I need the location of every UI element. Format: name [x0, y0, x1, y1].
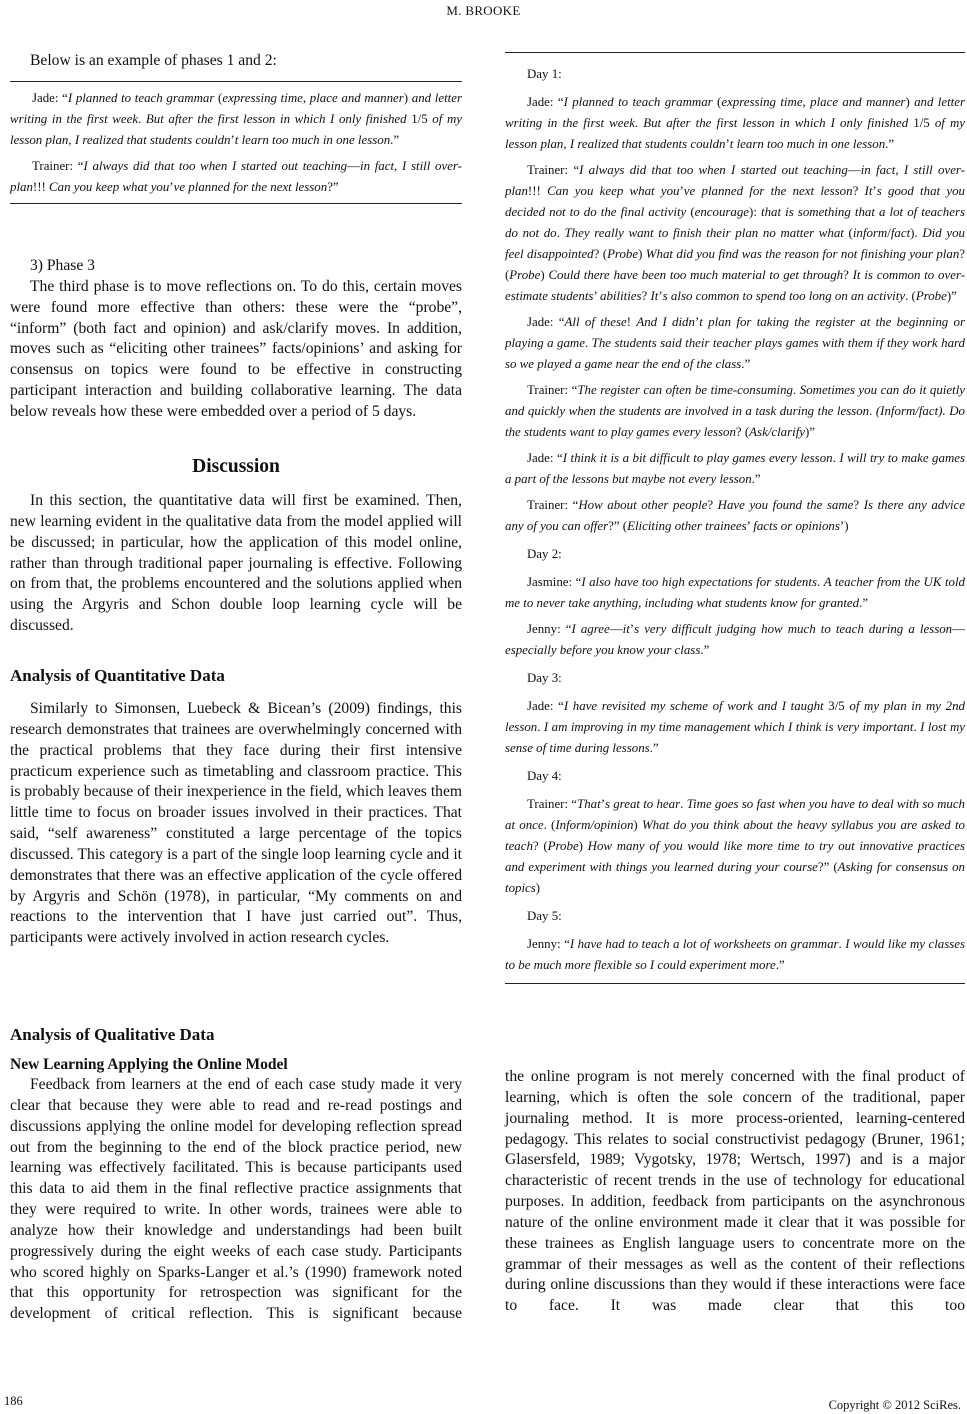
- quote-italic-text: of my lesson plan: [10, 112, 462, 147]
- dialogue-entry: [505, 380, 965, 443]
- quote-text: ).: [910, 226, 923, 240]
- dialogue-entry: [505, 572, 965, 614]
- quote-italic-text: I have had to teach a lot of worksheets on grammar: [569, 937, 839, 951]
- quote-italic-text: Can you keep what you: [49, 180, 170, 194]
- quote-text: )”: [805, 425, 816, 439]
- quote-italic-text: The students said their teacher plays games with them if they work hard so we played a game near the end of the class: [505, 336, 965, 371]
- quote-text: Trainer: “: [527, 383, 578, 397]
- quote-text: ,: [895, 163, 904, 177]
- quote-text: ): [905, 95, 915, 109]
- quote-text: (: [218, 91, 223, 105]
- quote-italic-text: That: [577, 797, 601, 811]
- discussion-text: In this section, the quantitative data will first be examined. Then, new learning evident in the qualitative data from the model applied will be discussed; in particular, how the application of this model online, rather than through traditional paper journaling is effective. Following on from that, the problems encountered and the solutions applied when using the Argyris and Schon double loop learning cycle will be discussed.: [10, 492, 462, 635]
- quantitative-text: Similarly to Simonsen, Luebeck & Bicean’s (2009) findings, this research demonstrates that trainees are overwhelmingly concerned with the practical problems that they face during their first intensive practicum experience such as timetabling and classroom practice. This is probably because of their inexperience in the field, which leaves them little time to focus on broader issues involved in their practices. That said, “self awareness” constituted a large percentage of the topics discussed. This category is a part of the single loop learning cycle and it demonstrates that there was an effective application of the cycle offered by Argyris and Schön (1978), in particular, “My comments on and reactions to the intervention that I have just carried out”. Thus, participants were actively involved in action research cycles.: [10, 700, 462, 947]
- quote-italic-text: I planned to teach grammar: [67, 91, 219, 105]
- quote-italic-text: The register can often be time-consuming: [577, 383, 793, 397]
- quote-italic-text: s good that you decided not to do the final activity: [505, 184, 965, 219]
- quote-text: ’: [694, 315, 700, 329]
- quote-text: ? (: [593, 247, 608, 261]
- quote-italic-text: I agree: [571, 622, 610, 636]
- quote-text: .: [792, 383, 800, 397]
- quote-paragraph: [10, 88, 462, 151]
- quote-italic-text: I planned to teach grammar: [563, 95, 718, 109]
- quote-italic-text: But after the first lesson in which I only finished: [145, 112, 412, 126]
- quote-text: ’: [600, 797, 605, 811]
- phase3-section: [10, 256, 462, 423]
- quote-text: ’: [169, 180, 174, 194]
- quote-italic-text: it: [622, 622, 630, 636]
- quote-italic-text: I think it is a bit difficult to play games every lesson: [562, 451, 833, 465]
- discussion-section: [10, 456, 462, 637]
- quote-italic-text: Have you found the same: [717, 498, 854, 512]
- quote-italic-text: Asking for consensus on topics: [505, 860, 965, 895]
- quote-italic-text: Is there any advice any of you can offer: [505, 498, 965, 533]
- quote-text: . (: [543, 818, 556, 832]
- quote-text: ’: [872, 184, 877, 198]
- quote-text: ?” (: [817, 860, 838, 874]
- phase3-text: The third phase is to move reflections on. To do this, certain moves were found more effective than others: these were the “probe”, “inform” (both fact and opinion) and ask/clarify moves. In addition, moves such as “eliciting other trainees” facts/opinions’ and asking for consensus on topics were found to be effective in constructing participant interaction and building collaborative learning. The data below reveals how these were embedded over a period of 5 days.: [10, 277, 462, 420]
- quote-text: .: [680, 797, 687, 811]
- quote-text: .: [138, 112, 146, 126]
- quote-italic-text: Inform/opinion: [555, 818, 634, 832]
- quantitative-heading: Analysis of Quantitative Data: [10, 666, 225, 685]
- quote-text: ): [638, 247, 646, 261]
- quote-text: .”: [649, 741, 659, 755]
- quote-text: ): [403, 91, 412, 105]
- quote-italic-text: I would like my classes to be much more flexible so I could experiment more: [505, 937, 965, 972]
- quote-text: ?: [853, 498, 864, 512]
- quote-italic-text: expressing time: [721, 95, 803, 109]
- quote-text: .: [869, 404, 876, 418]
- copyright: Copyright © 2012 SciRes.: [828, 1398, 961, 1412]
- quote-italic-text: I still over-plan: [505, 163, 965, 198]
- quote-italic-text: They really want to finish their plan no matter what: [564, 226, 849, 240]
- quote-italic-text: I lost my sense of time during lessons: [505, 720, 965, 755]
- quote-text: (: [690, 205, 695, 219]
- quote-text: ?: [852, 184, 865, 198]
- quote-text: (: [717, 95, 722, 109]
- quote-text: .: [584, 336, 592, 350]
- quote-text: .: [816, 575, 824, 589]
- dialogue-entry: [505, 495, 965, 537]
- page-number: 186: [4, 1394, 23, 1408]
- phase3-heading: 3) Phase 3: [30, 257, 95, 274]
- left-column: [10, 51, 462, 72]
- quote-italic-text: t learn too much in one lesson: [729, 137, 886, 151]
- quote-italic-text: encourage: [694, 205, 750, 219]
- dialogue-entry: [505, 696, 965, 759]
- day-label: Day 2:: [527, 547, 562, 561]
- quote-text: ?”: [327, 180, 339, 194]
- quote-text: Jasmine: “: [527, 575, 582, 589]
- quote-text: ’: [679, 184, 684, 198]
- quote-italic-text: ve planned for the next lesson: [173, 180, 328, 194]
- quote-text: ?” (: [608, 519, 628, 533]
- quote-text: 1/5: [411, 112, 433, 126]
- quote-text: ? (: [505, 247, 965, 282]
- quote-text: )”: [946, 289, 957, 303]
- quote-italic-text: Eliciting other trainees: [627, 519, 747, 533]
- quote-text: ?: [843, 268, 853, 282]
- quote-text: Jade: “: [32, 91, 68, 105]
- quote-italic-text: It: [650, 289, 659, 303]
- quote-italic-text: I have revisited my scheme of work and I taught: [563, 699, 829, 713]
- quote-italic-text: It is common to over-estimate students: [505, 268, 965, 303]
- dialogue-entry: [505, 312, 965, 375]
- quote-text: Jenny: “: [527, 937, 570, 951]
- quote-text: .: [838, 937, 846, 951]
- quote-text: Trainer: “: [527, 498, 579, 512]
- quote-text: 1/5: [913, 116, 935, 130]
- dialogue-entry: [505, 934, 965, 976]
- quote-paragraph: [10, 156, 462, 198]
- quote-italic-text: of my lesson plan: [505, 116, 965, 151]
- dialogue-entry: [505, 92, 965, 155]
- quote-italic-text: I always did that too when I started out teaching: [83, 159, 348, 173]
- quote-italic-text: I realized that students couldn: [569, 137, 726, 151]
- quote-italic-text: place and manner: [309, 91, 404, 105]
- quote-italic-text: ve planned for the next lesson: [683, 184, 853, 198]
- quote-text: ,: [68, 133, 75, 147]
- quote-text: ): [535, 881, 541, 895]
- quote-italic-text: I still over-plan: [10, 159, 462, 194]
- quote-text: ,: [802, 95, 811, 109]
- quote-text: .”: [885, 137, 895, 151]
- quote-italic-text: s very difficult judging how much to teach during a lesson: [634, 622, 953, 636]
- quote-text: ?: [707, 498, 718, 512]
- quote-italic-text: t plan for taking the register at the beginning or playing a game: [505, 315, 965, 350]
- quote-text: Jade: “: [527, 95, 564, 109]
- quote-italic-text: But after the first lesson in which I only finished: [643, 116, 914, 130]
- example-quote-box: [10, 81, 462, 204]
- quote-italic-text: including what students know for granted: [644, 596, 860, 610]
- quote-text: Jade: “: [527, 315, 565, 329]
- quote-text: . (: [905, 289, 916, 303]
- quote-italic-text: t learn too much in one lesson: [234, 133, 391, 147]
- quote-text: —: [847, 163, 861, 177]
- quote-text: .: [634, 116, 644, 130]
- quote-italic-text: All of these: [564, 315, 627, 329]
- quote-italic-text: that is something that a lot of teachers do not do: [505, 205, 965, 240]
- quote-text: ?: [641, 289, 651, 303]
- quote-text: .: [537, 720, 544, 734]
- quote-text: ’): [839, 519, 849, 533]
- quote-text: ? (: [735, 425, 750, 439]
- quote-text: !!!: [32, 180, 50, 194]
- quote-italic-text: Ask/clarify: [749, 425, 806, 439]
- dialogue-entry: [505, 448, 965, 490]
- quote-text: .: [556, 226, 565, 240]
- quote-text: Trainer: “: [527, 163, 580, 177]
- quote-text: ):: [749, 205, 761, 219]
- quote-text: ,: [394, 159, 402, 173]
- quote-italic-text: Time goes so fast when you have to deal with so much at once: [505, 797, 965, 832]
- quote-text: ’: [230, 133, 235, 147]
- quantitative-section: [10, 666, 462, 949]
- quote-text: ’: [746, 519, 754, 533]
- quote-text: Trainer: “: [527, 797, 578, 811]
- quote-text: ): [633, 818, 642, 832]
- day-label: Day 1:: [527, 67, 562, 81]
- quote-text: !!!: [527, 184, 548, 198]
- quote-italic-text: fact: [890, 226, 911, 240]
- quote-text: ): [578, 839, 588, 853]
- dialogue-entry: [505, 160, 965, 307]
- quote-text: .”: [390, 133, 400, 147]
- quote-italic-text: Can you keep what you: [547, 184, 680, 198]
- quote-text: Jade: “: [527, 699, 564, 713]
- day-label: Day 4:: [527, 769, 562, 783]
- quote-text: .”: [775, 958, 785, 972]
- quote-text: .”: [859, 596, 869, 610]
- quote-italic-text: I will try to make games a part of the lessons but maybe not every lesson: [505, 451, 965, 486]
- quote-italic-text: I am improving in my time management which I think is very important: [543, 720, 914, 734]
- quote-text: ’: [629, 622, 635, 636]
- quote-italic-text: and letter writing in the first week: [505, 95, 965, 130]
- quote-italic-text: Probe: [509, 268, 541, 282]
- quote-text: ,: [638, 596, 645, 610]
- quote-text: ,: [563, 137, 570, 151]
- quote-text: Trainer: “: [32, 159, 84, 173]
- quote-italic-text: How about other people: [578, 498, 708, 512]
- quote-text: /: [887, 226, 891, 240]
- running-head: M. BROOKE: [446, 3, 521, 18]
- quote-italic-text: It: [864, 184, 873, 198]
- quote-text: ? (: [532, 839, 548, 853]
- quote-italic-text: Probe: [547, 839, 579, 853]
- quote-text: .”: [751, 472, 761, 486]
- quote-text: .: [913, 720, 921, 734]
- day-label: Day 3:: [527, 671, 562, 685]
- quote-text: ’: [658, 289, 663, 303]
- quote-text: (: [848, 226, 853, 240]
- new-learning-heading: New Learning Applying the Online Model: [10, 1056, 288, 1073]
- discussion-heading: Discussion: [192, 456, 280, 477]
- quote-text: ): [540, 268, 549, 282]
- quote-text: 3/5: [828, 699, 850, 713]
- quote-italic-text: (Inform/fact). Do the students want to play games every lesson: [505, 404, 965, 439]
- quote-italic-text: inform: [852, 226, 888, 240]
- quote-text: Jenny: “: [527, 622, 572, 636]
- quote-text: .”: [700, 643, 710, 657]
- quote-italic-text: and letter writing in the first week: [10, 91, 462, 126]
- quote-text: .”: [741, 357, 751, 371]
- quote-italic-text: And I didn: [636, 315, 695, 329]
- quote-italic-text: A teacher from the UK told me to never take anything: [505, 575, 965, 610]
- quote-italic-text: Sometimes you can do it quietly and quickly when the students are involved in a task during the lesson: [505, 383, 965, 418]
- qualitative-text: Feedback from learners at the end of each case study made it very clear that because they were able to read and re-read postings and discussions applying the online model for developing reflection spread out from the beginning to the end of the block practice period, new learning was effectively facilitated. This is because participants used this data to aid them in the final reflective practice assignments that they were required to write. In other words, trainees were able to analyze how their knowledge and understandings had been built progressively during the eight weeks of each case study. Participants who scored highly on Sparks-Langer et al.’s (1990) framework noted that this opportunity for retrospection was significant for the development of critical reflection. This is significant because: [10, 1076, 462, 1323]
- quote-italic-text: What did you find was the reason for not finishing your plan: [645, 247, 960, 261]
- quote-italic-text: How many of you would like more time to try out innovative practices and experiment with things you learned during your course: [505, 839, 965, 874]
- quote-italic-text: abilities: [600, 289, 642, 303]
- quote-italic-text: s also common to spend too long on an activity: [662, 289, 906, 303]
- quote-text: ,: [302, 91, 310, 105]
- quote-italic-text: s great to hear: [604, 797, 681, 811]
- continuation-section: [505, 1067, 965, 1317]
- quote-italic-text: Probe: [915, 289, 947, 303]
- quote-text: ’: [593, 289, 600, 303]
- quote-italic-text: I realized that students couldn: [74, 133, 231, 147]
- quote-italic-text: place and manner: [810, 95, 906, 109]
- quote-text: —: [347, 159, 360, 173]
- quote-text: .: [832, 451, 840, 465]
- quote-text: !: [626, 315, 637, 329]
- dialogue-entry: [505, 619, 965, 661]
- quote-text: —: [952, 622, 965, 636]
- quote-italic-text: facts or opinions: [753, 519, 840, 533]
- quote-italic-text: What do you think about the heavy syllabus you are asked to teach: [505, 818, 965, 853]
- quote-italic-text: expressing time: [222, 91, 303, 105]
- day-label: Day 5:: [527, 909, 562, 923]
- example-intro: Below is an example of phases 1 and 2:: [30, 52, 277, 69]
- continuation-text: the online program is not merely concerned with the final product of learning, which is often the sole concern of the traditional, paper journaling method. It is more process-oriented, learning-centered pedagogy. This relates to social constructivist pedagogy (Bruner, 1961; Glasersfeld, 1989; Vygotsky, 1978; Wertsch, 1997) and is a major characteristic of recent trends in the use of technology for educational purposes. In addition, feedback from participants on the asynchronous nature of the online environment made it clear that it was possible for these trainees as English language users to concentrate more on the grammar of their messages as well as the content of their reflections during online discussions than they would if these interactions were face to face. It was made clear that this too: [505, 1068, 965, 1315]
- dialogue-entry: [505, 794, 965, 899]
- daily-dialogue-box: [505, 52, 965, 984]
- quote-italic-text: of my plan in my 2nd lesson: [505, 699, 965, 734]
- quote-italic-text: Did you feel disappointed: [505, 226, 965, 261]
- quote-italic-text: I always did that too when I started out teaching: [579, 163, 848, 177]
- qualitative-heading: Analysis of Qualitative Data: [10, 1025, 215, 1044]
- quote-text: —: [609, 622, 623, 636]
- quote-italic-text: in fact: [860, 163, 896, 177]
- quote-text: ’: [725, 137, 730, 151]
- quote-text: Jade: “: [527, 451, 563, 465]
- quote-italic-text: especially before you know your class: [505, 643, 701, 657]
- quote-italic-text: in fact: [359, 159, 395, 173]
- quote-italic-text: I also have too high expectations for students: [581, 575, 817, 589]
- quote-italic-text: Probe: [607, 247, 639, 261]
- qualitative-section: [10, 1025, 462, 1325]
- quote-italic-text: Could there have been too much material to get through: [548, 268, 844, 282]
